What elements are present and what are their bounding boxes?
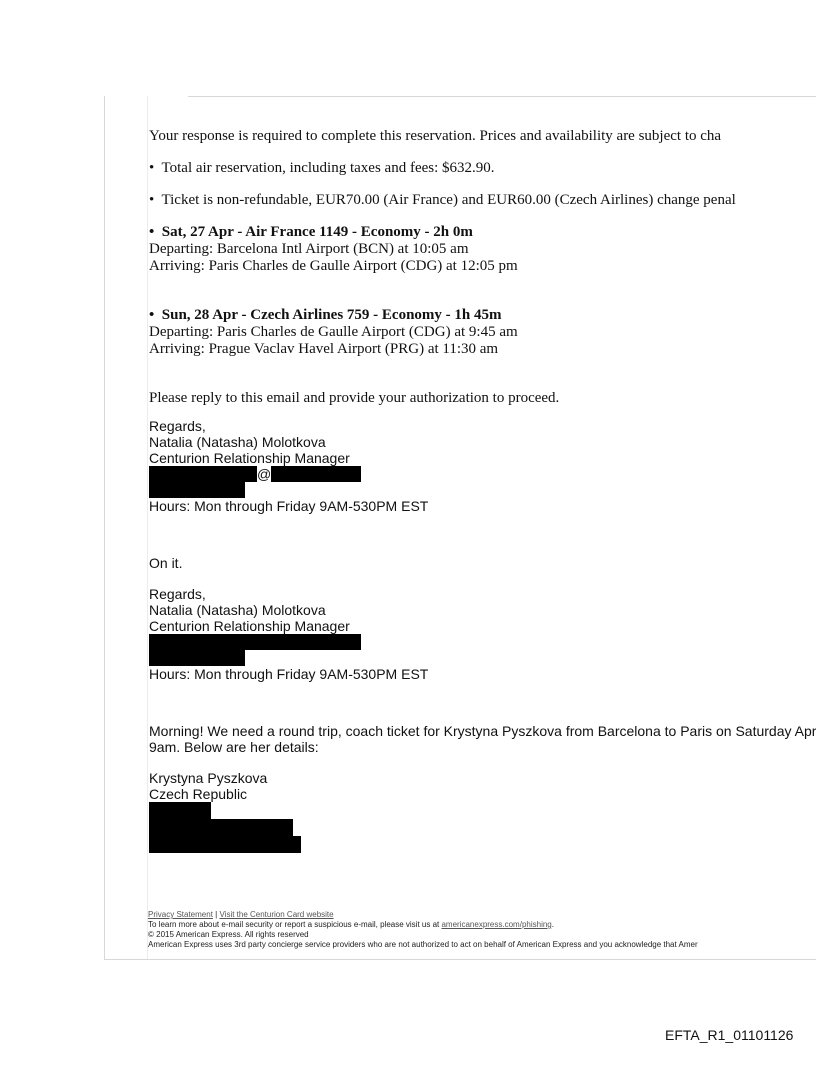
traveler-country: Czech Republic — [149, 786, 248, 802]
centurion-card-website-link[interactable]: Visit the Centurion Card website — [219, 910, 334, 919]
bullet-glyph: • — [149, 307, 155, 323]
request-line-2: 9am. Below are her details: — [149, 739, 319, 755]
email-footer — [148, 910, 816, 950]
signature-name: Natalia (Natasha) Molotkova — [149, 434, 326, 450]
reply-request — [149, 390, 816, 407]
traveler-name: Krystyna Pyszkova — [149, 770, 268, 786]
signature-regards: Regards, — [149, 586, 206, 602]
reply-request-text: Please reply to this email and provide your authorization to proceed. — [149, 390, 560, 406]
flight-arriving: Arriving: Prague Vaclav Havel Airport (PRG) at 11:30 am — [149, 341, 499, 357]
request-line-1: Morning! We need a round trip, coach ticket for Krystyna Pyszkova from Barcelona to Paris on Saturday Apr — [149, 723, 816, 739]
document-id: EFTA_R1_01101126 — [665, 1027, 794, 1043]
flight-header: Sun, 28 Apr - Czech Airlines 759 - Economy - 1h 45m — [161, 307, 502, 323]
copyright: © 2015 American Express. All rights reserved — [148, 930, 309, 939]
signature-block-1 — [149, 418, 816, 514]
redacted-email-local — [149, 466, 257, 482]
signature-hours: Hours: Mon through Friday 9AM-530PM EST — [149, 666, 429, 682]
signature-title: Centurion Relationship Manager — [149, 618, 350, 634]
redacted-detail — [149, 802, 211, 819]
redacted-phone — [149, 482, 245, 498]
email-frame-bottom-border — [104, 959, 816, 960]
bullet-ticket — [149, 192, 816, 209]
traveler-details — [149, 770, 816, 853]
signature-regards: Regards, — [149, 418, 206, 434]
signature-name: Natalia (Natasha) Molotkova — [149, 602, 326, 618]
intro-text: Your response is required to complete this reservation. Prices and availability are subject to cha — [149, 128, 722, 144]
signature-block-2 — [149, 586, 816, 682]
bullet-total — [149, 160, 816, 177]
flight-segment-1 — [149, 224, 816, 275]
redacted-email-domain — [271, 466, 361, 482]
bullet-glyph: • — [149, 224, 155, 240]
redacted-detail — [149, 819, 293, 836]
email-frame-left-border — [104, 96, 105, 959]
original-request — [149, 723, 816, 755]
privacy-statement-link[interactable]: Privacy Statement — [148, 910, 213, 919]
signature-hours: Hours: Mon through Friday 9AM-530PM EST — [149, 498, 429, 514]
email-body — [149, 126, 816, 853]
flight-departing: Departing: Barcelona Intl Airport (BCN) at 10:05 am — [149, 241, 469, 257]
bullet-total-text: Total air reservation, including taxes and fees: $632.90. — [161, 160, 495, 176]
security-text: To learn more about e-mail security or report a suspicious e-mail, please visit us at — [148, 920, 440, 929]
footer-separator: | — [215, 910, 218, 919]
disclaimer: American Express uses 3rd party concierge service providers who are not authorized to act on behalf of American Express and you acknowledge that Amer — [148, 940, 698, 949]
redacted-detail — [149, 836, 301, 853]
redacted-email — [149, 634, 361, 650]
email-at-sign: @ — [257, 466, 272, 482]
email-intro — [149, 128, 816, 145]
security-period: . — [551, 920, 554, 929]
redacted-phone — [149, 650, 245, 666]
bullet-glyph: • — [149, 192, 155, 208]
flight-arriving: Arriving: Paris Charles de Gaulle Airport (CDG) at 12:05 pm — [149, 258, 518, 274]
email-frame-inner-border — [147, 96, 148, 959]
flight-departing: Departing: Paris Charles de Gaulle Airport (CDG) at 9:45 am — [149, 324, 518, 340]
email-frame-top-border — [188, 96, 816, 97]
signature-title: Centurion Relationship Manager — [149, 450, 350, 466]
reply-on-it — [149, 555, 816, 571]
bullet-ticket-text: Ticket is non-refundable, EUR70.00 (Air France) and EUR60.00 (Czech Airlines) change penal — [161, 192, 736, 208]
flight-segment-2 — [149, 307, 816, 358]
on-it-text: On it. — [149, 555, 183, 571]
phishing-link[interactable]: americanexpress.com/phishing — [441, 920, 552, 929]
flight-header: Sat, 27 Apr - Air France 1149 - Economy - 2h 0m — [161, 224, 473, 240]
bullet-glyph: • — [149, 160, 155, 176]
